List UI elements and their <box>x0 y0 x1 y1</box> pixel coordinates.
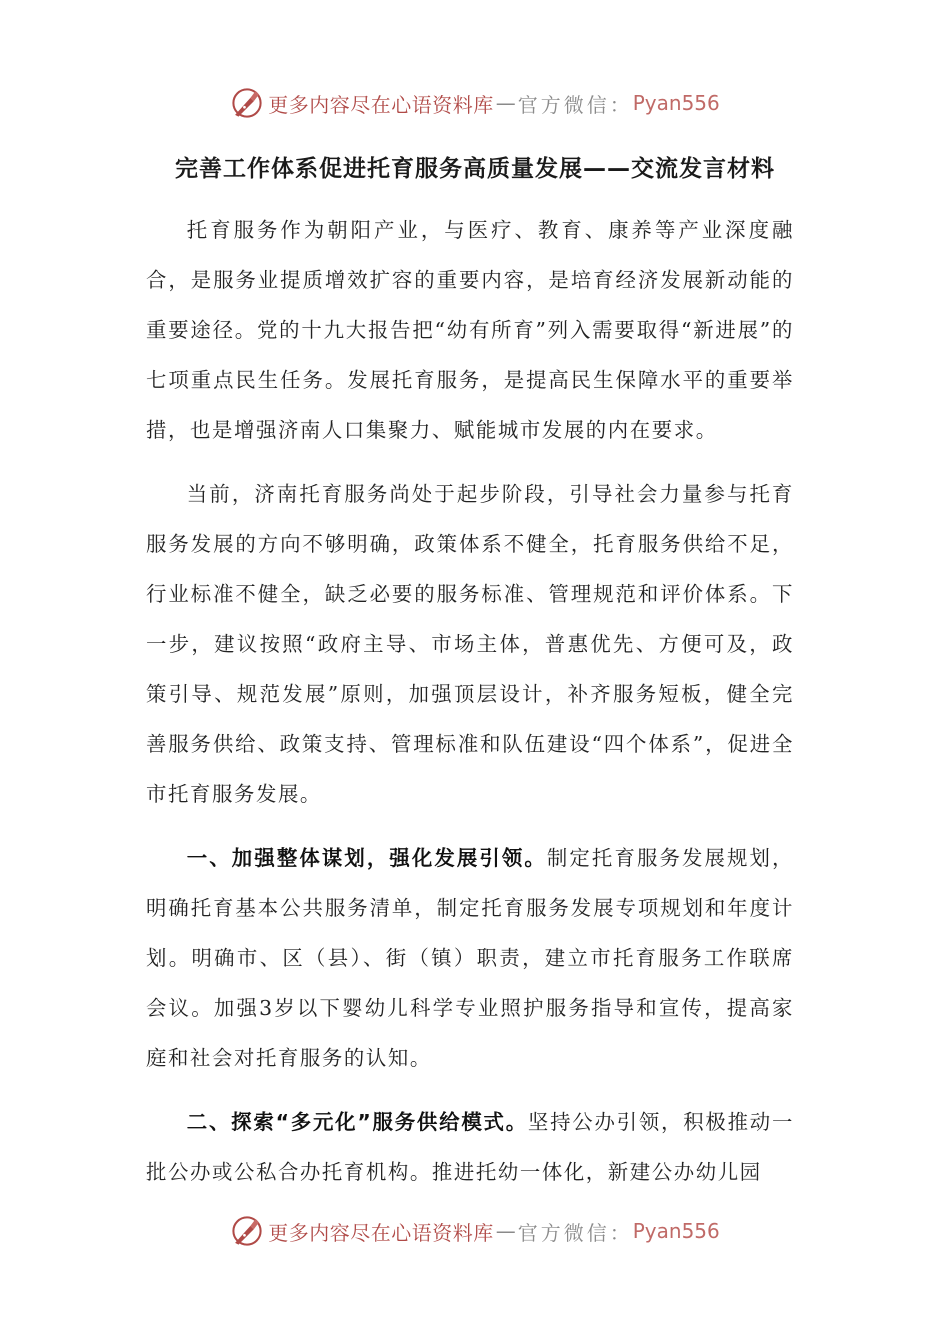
watermark-text: 更多内容尽在心语资料库 <box>268 92 494 117</box>
watermark-footer <box>0 1211 950 1251</box>
paragraph-text: 托育服务作为朝阳产业，与医疗、教育、康养等产业深度融合，是服务业提质增效扩容的重要内容，是培育经济发展新动能的重要途径。党的十九大报告把“幼有所育”列入需要取得“新进展”的七项重点民生任务。发展托育服务，是提高民生保障水平的重要举措，也是增强济南人口集聚力、赋能城市发展的内在要求。 <box>146 218 794 442</box>
watermark-text: 更多内容尽在心语资料库 <box>268 1220 494 1245</box>
pen-nib-logo-icon <box>230 1214 264 1248</box>
watermark-wechat-label: 官方微信： <box>517 92 633 117</box>
watermark-dash: — <box>495 1219 516 1243</box>
paragraph-section-two <box>146 1097 794 1197</box>
section-heading: 二、探索“多元化”服务供给模式。 <box>186 1110 528 1134</box>
paragraph-text: 制定托育服务发展规划，明确托育基本公共服务清单，制定托育服务发展专项规划和年度计划。明确市、区（县）、街（镇）职责，建立市托育服务工作联席会议。加强3岁以下婴幼儿科学专业照护服务指导和宣传，提高家庭和社会对托育服务的认知。 <box>146 846 794 1070</box>
document-title: 完善工作体系促进托育服务高质量发展——交流发言材料 <box>175 156 775 182</box>
watermark-wechat-id: Pyan556 <box>632 91 720 115</box>
watermark-wechat-id: Pyan556 <box>632 1219 720 1243</box>
watermark-wechat-label: 官方微信： <box>517 1220 633 1245</box>
pen-nib-logo-icon <box>230 86 264 120</box>
paragraph-text: 当前，济南托育服务尚处于起步阶段，引导社会力量参与托育服务发展的方向不够明确，政策体系不健全，托育服务供给不足，行业标准不健全，缺乏必要的服务标准、管理规范和评价体系。下一步，建议按照“政府主导、市场主体，普惠优先、方便可及，政策引导、规范发展”原则，加强顶层设计，补齐服务短板，健全完善服务供给、政策支持、管理标准和队伍建设“四个体系”，促进全市托育服务发展。 <box>146 482 794 806</box>
document-body <box>146 205 794 1211</box>
paragraph-section-one <box>146 833 794 1083</box>
paragraph-intro <box>146 205 794 455</box>
section-heading: 一、加强整体谋划，强化发展引领。 <box>186 846 547 870</box>
watermark-header <box>0 83 950 123</box>
paragraph-text: 坚持公办引领，积极推动一批公办或公私合办托育机构。推进托幼一体化，新建公办幼儿园 <box>146 1110 794 1184</box>
paragraph-current-status <box>146 469 794 819</box>
watermark-dash: — <box>495 91 516 115</box>
